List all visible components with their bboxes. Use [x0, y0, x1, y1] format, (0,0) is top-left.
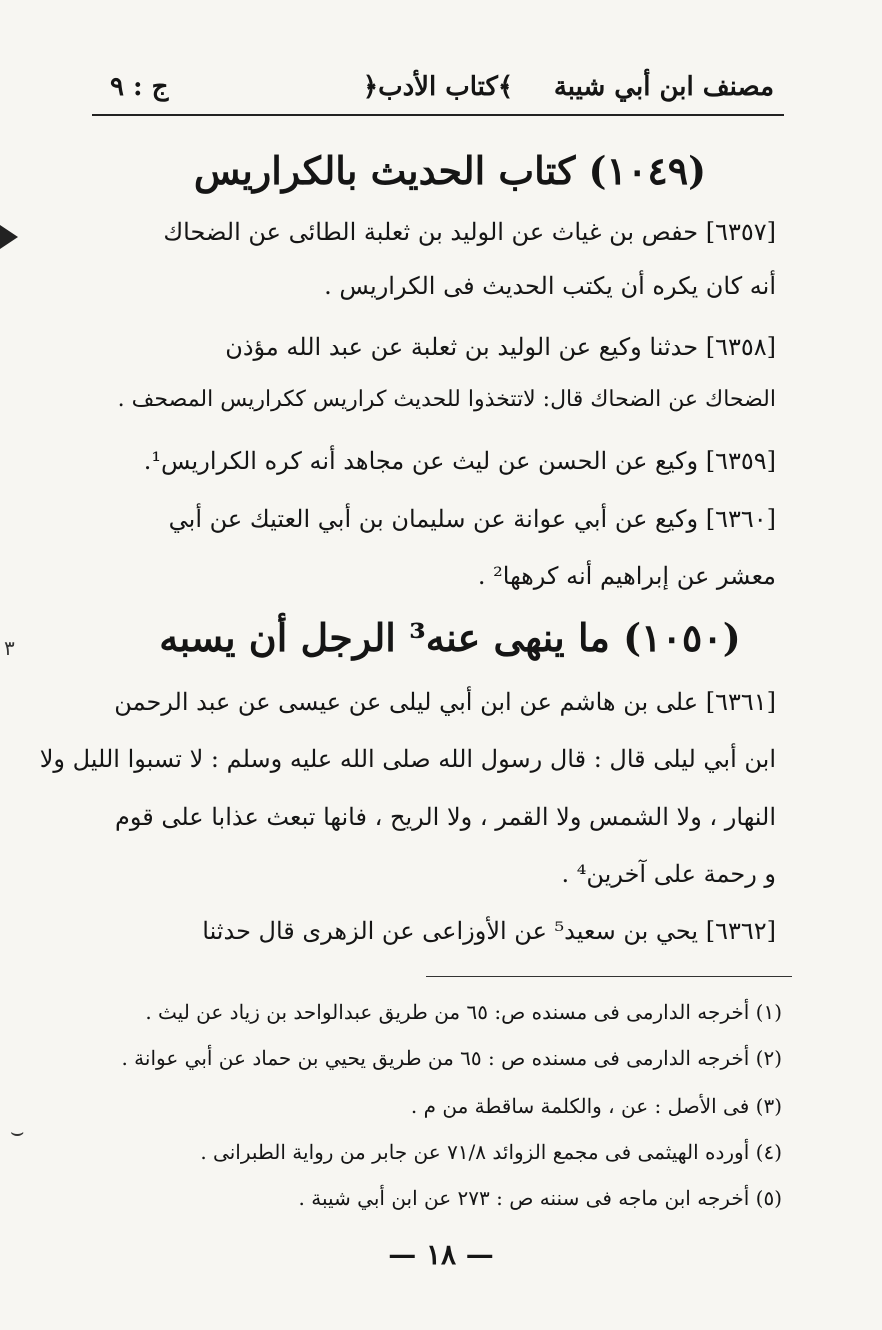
- text-line: [٦٣٦٢] يحي بن سعيد⁵ عن الأوزاعى عن الزهرى قال حدثنا: [202, 917, 776, 945]
- footnote: (٤) أورده الهيثمى فى مجمع الزوائد ٧١/٨ عن جابر من رواية الطبرانى .: [200, 1140, 782, 1164]
- footnote-separator: [426, 976, 792, 977]
- text-line: و رحمة على آخرين⁴ .: [561, 860, 776, 888]
- text-line: [٦٣٥٨] حدثنا وكيع عن الوليد بن ثعلبة عن عبد الله مؤذن: [225, 333, 776, 361]
- text-line: ابن أبي ليلى قال : قال رسول الله صلى الله عليه وسلم : لا تسبوا الليل ولا: [39, 745, 776, 773]
- volume-number: ج : ٩: [110, 72, 169, 102]
- section-title: (١٠٤٩) كتاب الحديث بالكراريس: [193, 148, 707, 193]
- text-line: أنه كان يكره أن يكتب الحديث فى الكراريس .: [324, 272, 776, 300]
- margin-bracket-mark: [0, 225, 18, 249]
- margin-note: ٣: [4, 636, 15, 660]
- text-line: [٦٣٥٧] حفص بن غياث عن الوليد بن ثعلبة الطائى عن الضحاك: [163, 218, 776, 246]
- text-line: معشر عن إبراهيم أنه كرهها² .: [477, 562, 776, 590]
- footnote: (١) أخرجه الدارمى فى مسنده ص: ٦٥ من طريق عبدالواحد بن زياد عن ليث .: [145, 1000, 782, 1024]
- section-title: (١٠٥٠) ما ينهى عنه³ الرجل أن يسبه: [159, 615, 741, 660]
- footnote: (٣) فى الأصل : عن ، والكلمة ساقطة من م .: [410, 1094, 782, 1118]
- footnote: (٢) أخرجه الدارمى فى مسنده ص : ٦٥ من طريق يحيي بن حماد عن أبي عوانة .: [121, 1046, 782, 1070]
- book-title: مصنف ابن أبي شيبة: [553, 72, 774, 102]
- text-line: [٦٣٦١] على بن هاشم عن ابن أبي ليلى عن عيسى عن عبد الرحمن: [114, 688, 776, 716]
- text-line: [٦٣٦٠] وكيع عن أبي عوانة عن سليمان بن أبي العتيك عن أبي: [168, 505, 776, 533]
- running-header: [92, 62, 784, 116]
- text-line: النهار ، ولا الشمس ولا القمر ، ولا الريح ، فانها تبعث عذابا على قوم: [114, 803, 776, 831]
- chapter-title: ﴿كتاب الأدب﴾: [362, 72, 514, 102]
- margin-hook-mark: ⌣: [10, 1120, 25, 1145]
- text-line: [٦٣٥٩] وكيع عن الحسن عن ليث عن مجاهد أنه كره الكراريس¹.: [143, 447, 776, 475]
- text-line: الضحاك عن الضحاك قال: لاتتخذوا للحديث كراريس ككراريس المصحف .: [117, 387, 776, 412]
- footnote: (٥) أخرجه ابن ماجه فى سننه ص : ٢٧٣ عن ابن أبي شيبة .: [298, 1186, 782, 1210]
- page-number: — ١٨ —: [388, 1238, 494, 1271]
